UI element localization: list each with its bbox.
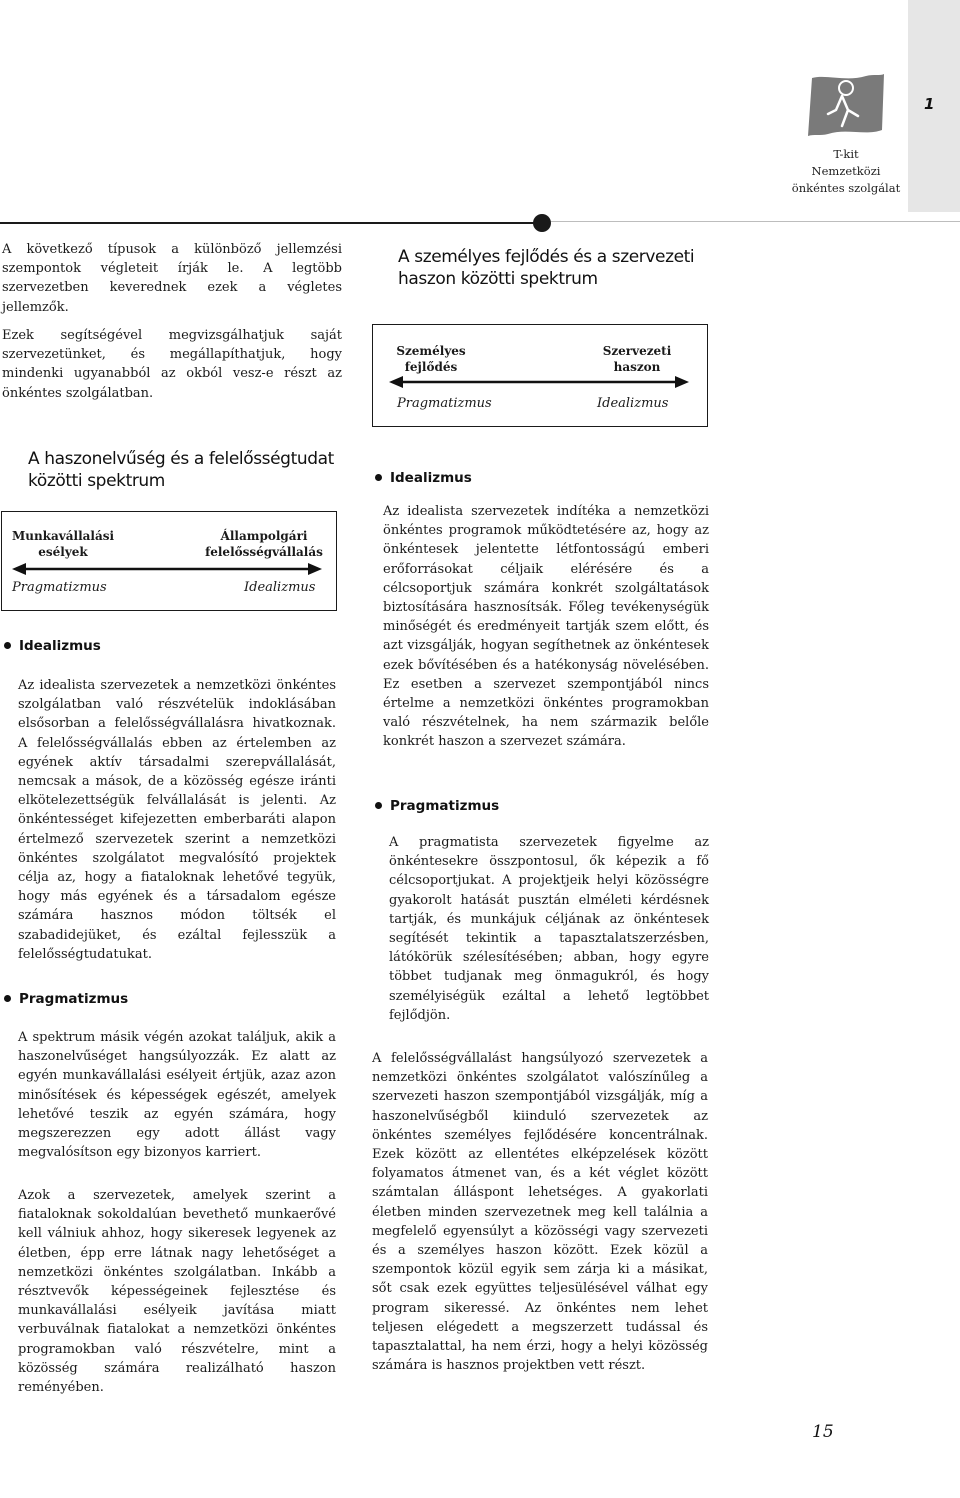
left-idealism-heading-text: Idealizmus [19,638,101,654]
top-divider-thin [550,221,960,222]
double-arrow-icon [389,375,689,389]
chapter-number: 1 [924,95,935,113]
page-number: 15 [812,1422,834,1442]
spectrum-utility-box [1,511,337,611]
spectrum-personal-right-label [597,343,677,375]
spectrum-utility-left-line1: Munkavállalási [11,529,115,543]
right-idealism-text: Az idealista szervezetek indítéka a nemzetközi önkéntes programok működtetésére az, hogy az önkéntesek jelentette létfontosságú emberi erőforrásokat céljaik elérésére és a célcsoportjuk számára konkrét szolgáltatások biztosítására hasznosítsák. Főleg tevékenységük minőségét és eredményeit tartják szem előtt, és azt vizsgálják, hogyan segíthetnek az önkéntesek ezek bővítésében és a hatékonyság növelésében. Ez esetben a szervezet szempontjából nincs értelme a nemzetközi önkéntes programokban való részvételnek, ha nem származik belőle konkrét haszon a szervezet számára. [383,504,709,750]
bullet-icon [4,642,11,649]
right-pragmatism-text: A pragmatista szervezetek figyelme az önkéntesekre összpontosul, ők képezik a fő célcsoportjukat. A projektjeik helyi közösségre gyakorolt hatását pusztán elméleti kérdésnek tartják, és munkájuk céljának az önkéntesek segítését tekintik a tapasztalatszerzésben, látókörük szélesítésében; abban, hogy egyre többet tudjanak meg önmagukról, és hogy személyiségük ezáltal a lehető legtöbbet fejlődjön. [389,835,709,1023]
left-pragmatism-heading [4,991,128,1007]
left-idealism-text: Az idealista szervezetek a nemzetközi önkéntes szolgálatban való részvételük indoklásában elsősorban a felelősségvállalásra hivatkoznak. A felelősségvállalás ebben az értelemben az egyének aktív társadalmi szerepvállalását, nemcsak a mások, de a közösség egésze iránti elkötelezettségük felvállalását is jelenti. Az önkéntességet kifejezetten emberbaráti alapon értelmező szervezetek szerint a nemzetközi önkéntes szolgálatot megvalósító projektek célja az, hogy a fiataloknak lehetővé tegyük, hogy más egyének és a társadalom egésze számára hasznos módon töltsék el szabadidejüket, és ezáltal fejlesszük a felelősségtudatukat. [18,678,336,962]
spectrum-personal-right-line2: haszon [613,360,661,374]
right-pragmatism-heading [375,798,499,814]
double-arrow-icon [12,562,322,576]
spectrum-utility-right-line1: Állampolgári [220,529,308,543]
spectrum-utility-right-pole: Idealizmus [244,580,316,595]
top-divider [0,222,542,224]
divider-dot [533,214,551,232]
spectrum-personal-box [372,324,708,427]
bullet-icon [4,995,11,1002]
spectrum-personal-title-line1: A személyes fejlődés és a szervezeti [398,247,695,267]
conclusion-text: A felelősségvállalást hangsúlyozó szervezetek a nemzetközi önkéntes szolgálatot valószínűleg a szervezeti haszon szempontjából vizsgálják, míg a haszonelvűségből kiinduló szervezetek az önkéntes személyes fejlődésére koncentrálnak. Ezek között az ellentétes elképzelések között folyamatos átmenet van, és a két véglet között számtalan álláspont lehetséges. A gyakorlati életben minden szervezetnek meg kell találnia a megfelelő egyensúlyt a közösségi vagy szervezeti és a személyes haszon között. Ezek közül a szempontok közül egyik sem zárja ki a másikat, sőt csak ezek együttes teljesülésével válhat egy program sikeressé. Az önkéntes nem lehet teljesen elégedett a megszerzett tudással és tapasztalattal, ha nem érzi, hogy a helyi közösség számára is hasznos projektben vett részt. [372,1051,708,1374]
tkit-line-3: önkéntes szolgálat [791,181,901,195]
spectrum-utility-title-line1: A haszonelvűség és a felelősségtudat [28,449,334,469]
spectrum-personal-title [398,246,694,290]
left-idealism-heading [4,638,101,654]
tkit-line-1: T-kit [833,147,859,161]
spectrum-utility-right-line2: felelősségvállalás [205,545,323,559]
left-pragmatism-text-1: A spektrum másik végén azokat találjuk, akik a haszonelvűséget hangsúlyozzák. Ez alatt az egyén munkavállalási esélyeit értjük, azaz azon minősítések és képességek egészét, amelyek lehetővé teszik az egyén számára, hogy megszerezzen egy adott állást vagy megvalósítson egy bizonyos karriert. [18,1030,336,1161]
right-idealism-heading-text: Idealizmus [390,470,472,486]
tkit-line-2: Nemzetközi [811,164,881,178]
spectrum-utility-left-line2: esélyek [38,545,88,559]
spectrum-utility-left-label [10,528,116,560]
left-pragmatism-text-2: Azok a szervezetek, amelyek szerint a fiataloknak sokoldalúan bevethető munkaerővé kell válniuk ahhoz, hogy sikeresek legyenek az életben, épp erre látnak nagy lehetőséget a nemzetközi önkéntes szolgálatban. Inkább a résztvevők képességeinek fejlesztése és munkavállalási esélyeik javítása miatt verbuválnak fiatalokat a nemzetközi önkéntes programokban való részvételre, mint a közösség számára realizálható haszon reményében. [18,1188,336,1396]
bullet-icon [375,802,382,809]
spectrum-personal-left-line1: Személyes [396,344,466,358]
spectrum-personal-left-line2: fejlődés [404,360,458,374]
intro-paragraph-2: Ezek segítségével megvizsgálhatjuk saját szervezetünket, és megállapíthatjuk, hogy mindenki ugyanabból az okból vesz-e részt az önkéntes szolgálatban. [2,328,342,401]
spectrum-utility-left-pole: Pragmatizmus [12,580,107,595]
spectrum-personal-title-line2: haszon közötti spektrum [398,269,598,289]
right-idealism-heading [375,470,472,486]
right-pragmatism-heading-text: Pragmatizmus [390,798,500,814]
spectrum-utility-title [28,448,334,492]
spectrum-personal-right-line1: Szervezeti [602,344,672,358]
intro-paragraph-1: A következő típusok a különböző jellemzési szempontok végleteit írják le. A legtöbb szervezetben keverednek ezek a végletes jellemzők. [2,242,342,315]
spectrum-personal-left-pole: Pragmatizmus [397,396,492,411]
spectrum-utility-title-line2: közötti spektrum [28,471,165,491]
tkit-label [790,146,902,197]
spectrum-personal-right-pole: Idealizmus [597,396,669,411]
tkit-logo-icon [806,70,886,140]
spectrum-personal-left-label [393,343,469,375]
spectrum-utility-right-label [202,528,326,560]
left-pragmatism-heading-text: Pragmatizmus [19,991,129,1007]
bullet-icon [375,474,382,481]
